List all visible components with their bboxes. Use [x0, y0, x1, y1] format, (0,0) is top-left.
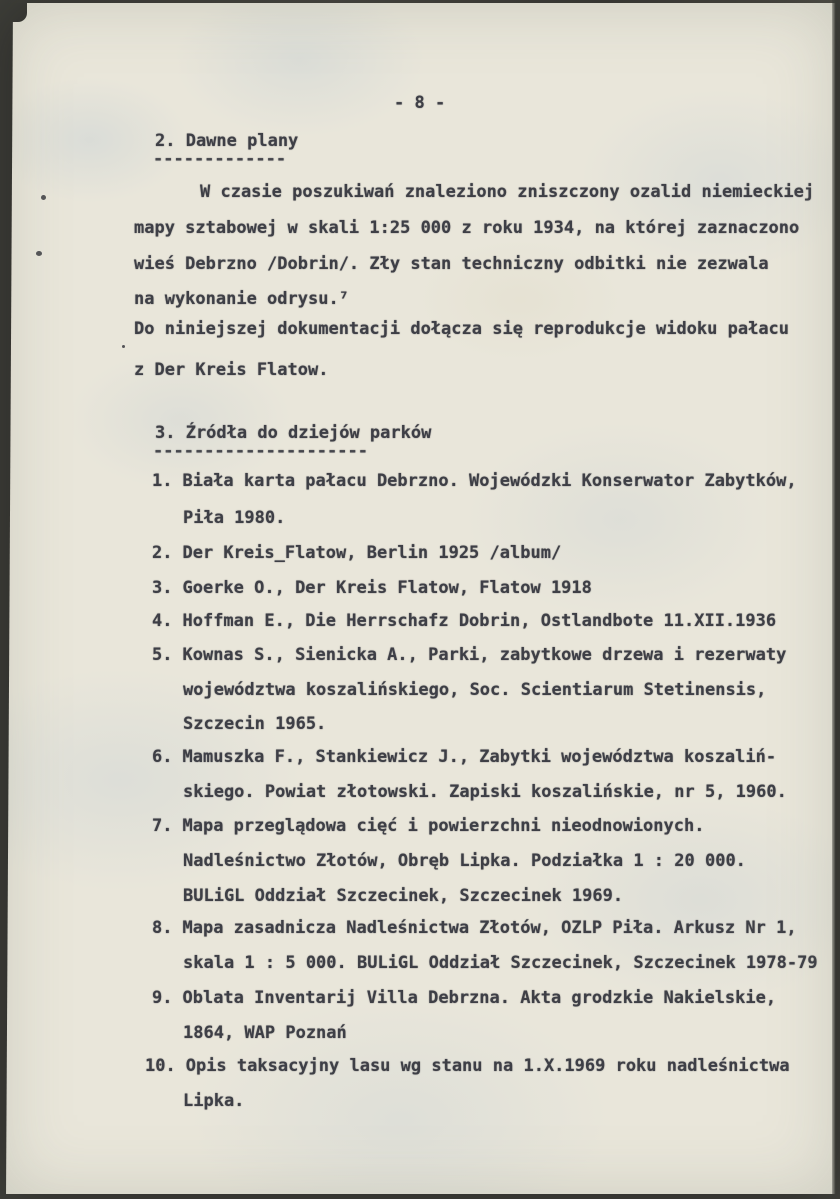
source-item-number: 10. [145, 1056, 176, 1076]
source-item-number: 5. [152, 645, 173, 665]
page-number: - 8 - [394, 93, 446, 113]
scan-edge-right [832, 0, 840, 1199]
source-item-text: Opis taksacyjny lasu wg stanu na 1.X.1969 roku nadleśnictwa [185, 1056, 790, 1076]
source-item-text: 1864, WAP Poznań [183, 1023, 347, 1043]
source-item [152, 915, 797, 941]
source-item-number: 9. [152, 988, 173, 1008]
source-item-text: Goerke O., Der Kreis Flatow, Flatow 1918 [182, 578, 592, 598]
source-item-number: 2. [152, 543, 173, 563]
paragraph-line: W czasie poszukiwań znaleziono zniszczony ozalid niemieckiej [200, 182, 815, 202]
source-item-number: 8. [152, 918, 173, 938]
section-plans-heading: 2. Dawne plany [155, 131, 299, 151]
source-item-text: Mapa zasadnicza Nadleśnictwa Złotów, OZLP Piła. Arkusz Nr 1, [182, 918, 797, 938]
section-plans-heading-underline: ------------- [153, 149, 287, 169]
paragraph-line: mapy sztabowej w skali 1:25 000 z roku 1934, na której zaznaczono [134, 218, 800, 238]
paragraph-line: Do niniejszej dokumentacji dołącza się reprodukcje widoku pałacu [134, 319, 790, 339]
source-item [152, 575, 592, 601]
paragraph-line: wieś Debrzno /Dobrin/. Zły stan techniczny odbitki nie zezwala [134, 254, 769, 274]
ink-speck [41, 195, 46, 200]
source-item-text: BULiGL Oddział Szczecinek, Szczecinek 1969. [183, 886, 624, 906]
scan-edge-left [0, 0, 14, 1199]
source-item-text: Hoffman E., Die Herrschafz Dobrin, Ostlandbote 11.XII.1936 [182, 611, 777, 631]
source-item-text: Nadleśnictwo Złotów, Obręb Lipka. Podziałka 1 : 20 000. [183, 851, 746, 871]
source-item-number: 3. [152, 578, 173, 598]
source-item [152, 813, 704, 839]
source-item-text: Biała karta pałacu Debrzno. Wojewódzki Konserwator Zabytków, [182, 471, 797, 491]
source-item-text: Mapa przeglądowa cięć i powierzchni nieodnowionych. [182, 816, 705, 836]
source-item [145, 1053, 790, 1079]
source-item-text: skala 1 : 5 000. BULiGL Oddział Szczecinek, Szczecinek 1978-79 [183, 953, 818, 973]
source-item [152, 540, 561, 566]
section-sources-heading-underline: --------------------- [153, 441, 368, 461]
source-item-number: 6. [152, 747, 173, 767]
source-item-number: 7. [152, 816, 173, 836]
paragraph-line: na wykonanie odrysu.⁷ [134, 289, 349, 309]
source-item [152, 744, 776, 770]
source-item-text: Piła 1980. [183, 508, 286, 528]
source-item-text: skiego. Powiat złotowski. Zapiski koszalińskie, nr 5, 1960. [183, 782, 787, 802]
source-item-text: Oblata Inventarij Villa Debrzna. Akta grodzkie Nakielskie, [182, 988, 777, 1008]
source-item-number: 1. [152, 471, 173, 491]
source-item-text: Szczecin 1965. [183, 714, 327, 734]
scan-edge-top [0, 0, 840, 3]
source-item-number: 4. [152, 611, 173, 631]
ink-speck [122, 345, 125, 348]
source-item [152, 608, 776, 634]
source-item [152, 642, 786, 668]
source-item [152, 985, 776, 1011]
source-item-text: Der Kreis_Flatow, Berlin 1925 /album/ [182, 543, 562, 563]
source-item-text: województwa koszalińskiego, Soc. Scientiarum Stetinensis, [183, 680, 767, 700]
paragraph-line: z Der Kreis Flatow. [134, 360, 329, 380]
source-item-text: Mamuszka F., Stankiewicz J., Zabytki województwa koszaliń- [182, 747, 777, 767]
source-item [152, 468, 797, 494]
section-sources-heading: 3. Źródła do dziejów parków [155, 423, 432, 443]
source-item-text: Lipka. [183, 1091, 245, 1111]
scan-edge-bottom [0, 1194, 840, 1199]
ink-speck [36, 251, 42, 256]
scan-corner-shadow [0, 0, 27, 22]
source-item-text: Kownas S., Sienicka A., Parki, zabytkowe drzewa i rezerwaty [182, 645, 787, 665]
